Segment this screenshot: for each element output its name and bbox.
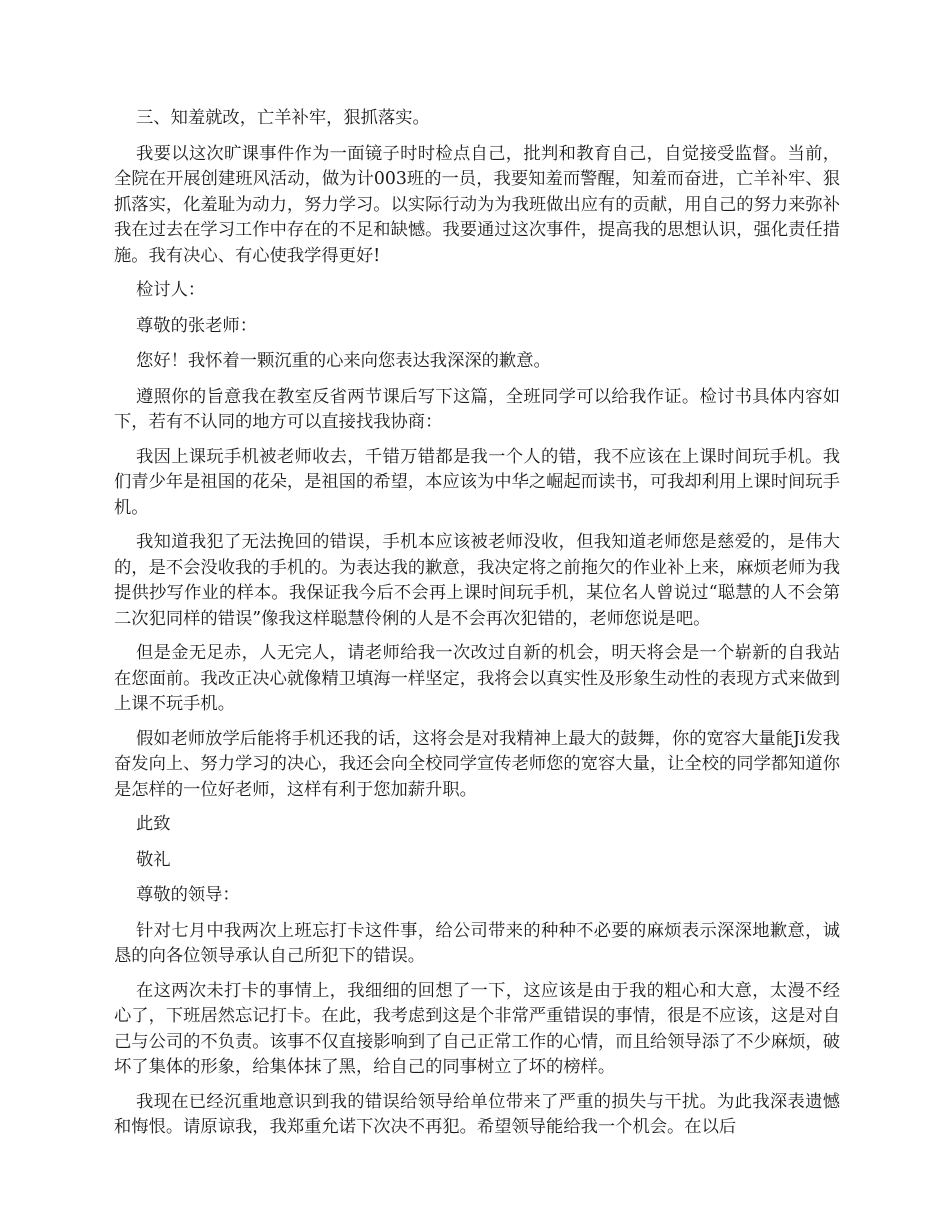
paragraph: 我知道我犯了无法挽回的错误，手机本应该被老师没收，但我知道老师您是慈爱的，是伟大的，是不会没收我的手机的。为表达我的歉意，我决定将之前拖欠的作业补上来，麻烦老师为我提供抄写作业的样本。我保证我今后不会再上课时间玩手机，某位名人曾说过“聪慧的人不会第二次犯同样的错误”像我这样聪慧伶俐的人是不会再次犯错的，老师您说是吧。: [114, 532, 840, 629]
salutation: 尊敬的张老师：: [136, 315, 257, 336]
document-body: [114, 106, 840, 1150]
salutation: 尊敬的领导：: [136, 885, 240, 905]
paragraph: 我要以这次旷课事件作为一面镜子时时检点自己，批判和教育自己，自觉接受监督。当前，全院在开展创建班风活动，做为计003班的一员，我要知羞而警醒，知羞而奋进，亡羊补牢、狠抓落实，化羞耻为动力，努力学习。以实际行动为为我班做出应有的贡献，用自己的努力来弥补我在过去在学习工作中存在的不足和缺憾。我要通过这次事件，提高我的思想认识，强化责任措施。我有决心、有心使我学得更好!: [114, 143, 840, 266]
closing-line: 此致: [136, 814, 171, 834]
paragraph: 我现在已经沉重地意识到我的错误给领导给单位带来了严重的损失与干扰。为此我深表遗憾和悔恨。请原谅我，我郑重允诺下次决不再犯。希望领导能给我一个机会。在以后: [114, 1091, 840, 1137]
greeting: 您好！我怀着一颗沉重的心来向您表达我深深的歉意。: [136, 351, 551, 371]
paragraph: 在这两次未打卡的事情上，我细细的回想了一下，这应该是由于我的粗心和大意，太漫不经心了，下班居然忘记打卡。在此，我考虑到这是个非常严重错误的事情，很是不应该，这是对自己与公司的不负责。该事不仅直接影响到了自己正常工作的心情，而且给领导添了不少麻烦，破坏了集体的形象，给集体抹了黑，给自己的同事树立了坏的榜样。: [114, 980, 840, 1077]
signature-line: 检讨人：: [136, 280, 206, 300]
paragraph: 遵照你的旨意我在教室反省两节课后写下这篇，全班同学可以给我作证。检讨书具体内容如下，若有不认同的地方可以直接找我协商：: [114, 386, 840, 432]
paragraph: 但是金无足赤，人无完人，请老师给我一次改过自新的机会，明天将会是一个崭新的自我站在您面前。我改正决心就像精卫填海一样坚定，我将会以真实性及形象生动性的表现方式来做到上课不玩手机。: [114, 643, 840, 714]
paragraph: 针对七月中我两次上班忘打卡这件事，给公司带来的种种不必要的麻烦表示深深地歉意，诚恳的向各位领导承认自己所犯下的错误。: [114, 920, 840, 966]
paragraph: 假如老师放学后能将手机还我的话，这将会是对我精神上最大的鼓舞，你的宽容大量能Ji发我奋发向上、努力学习的决心，我还会向全校同学宣传老师您的宽容大量，让全校的同学都知道你是怎样的一位好老师，这样有利于您加薪升职。: [114, 728, 840, 800]
paragraph: 我因上课玩手机被老师收去，千错万错都是我一个人的错，我不应该在上课时间玩手机。我们青少年是祖国的花朵，是祖国的希望，本应该为中华之崛起而读书，可我却利用上课时间玩手机。: [114, 446, 840, 518]
closing-line: 敬礼: [136, 849, 171, 870]
section-heading: 三、知羞就改，亡羊补牢，狠抓落实。: [136, 108, 430, 128]
